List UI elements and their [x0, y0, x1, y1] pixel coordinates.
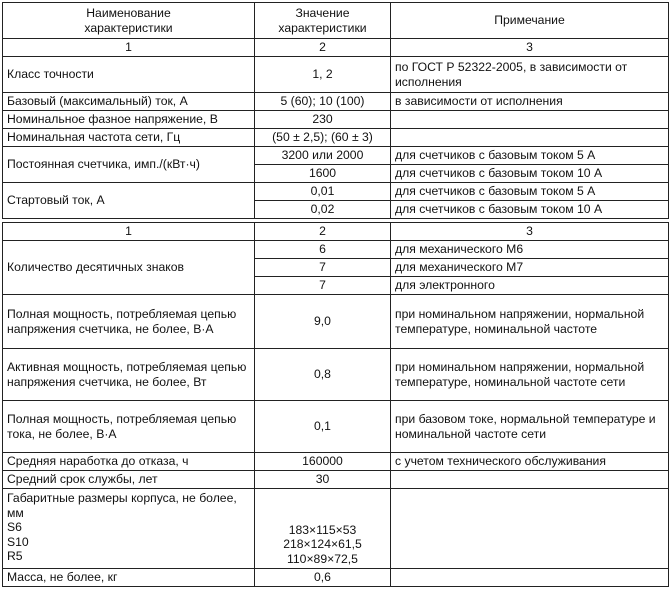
- row-name: Класс точности: [3, 57, 255, 93]
- row-name: Габаритные размеры корпуса, не более, мм: [7, 491, 237, 520]
- table-row: [3, 569, 669, 587]
- table-row: [3, 489, 669, 569]
- row-note: для счетчиков с базовым током 5 А: [391, 183, 669, 201]
- row-value: 230: [255, 111, 391, 129]
- header-value: [255, 3, 391, 39]
- table-row: [3, 401, 669, 453]
- dimensions-name-cell: [3, 489, 255, 569]
- row-value: 1, 2: [255, 57, 391, 93]
- header-value-text: Значение характеристики: [278, 6, 367, 35]
- row-name: Номинальная частота сети, Гц: [3, 129, 255, 147]
- row-name: Средняя наработка до отказа, ч: [3, 453, 255, 471]
- specs-table-part-2: [2, 222, 669, 587]
- row-name: Масса, не более, кг: [3, 569, 255, 587]
- row-name: Постоянная счетчика, имп./(кВт·ч): [3, 147, 255, 183]
- row-value: 0,1: [255, 401, 391, 453]
- row-note: [391, 569, 669, 587]
- table-row: [3, 111, 669, 129]
- row-note: для электронного: [391, 277, 669, 295]
- table-row: [3, 349, 669, 401]
- table-row: [3, 453, 669, 471]
- row-value: 0,6: [255, 569, 391, 587]
- column-number-row: [3, 39, 669, 57]
- dimension-r5: 110×89×72,5: [287, 551, 358, 566]
- row-value: 30: [255, 471, 391, 489]
- row-value: 3200 или 2000: [255, 147, 391, 165]
- row-value: 7: [255, 277, 391, 295]
- row-value: 7: [255, 259, 391, 277]
- table-row: [3, 295, 669, 349]
- row-note: [391, 129, 669, 147]
- table-row: [3, 183, 669, 201]
- row-name: Стартовый ток, А: [3, 183, 255, 219]
- row-value: 0,8: [255, 349, 391, 401]
- row-note: для механического М6: [391, 241, 669, 259]
- table-row: [3, 241, 669, 259]
- row-note: [391, 111, 669, 129]
- row-note: по ГОСТ Р 52322-2005, в зависимости от исполнения: [391, 57, 669, 93]
- column-number-2: 2: [255, 39, 391, 57]
- row-note: при базовом токе, нормальной температуре и номинальной частоте сети: [391, 401, 669, 453]
- model-r5-label: R5: [7, 549, 23, 563]
- header-name: [3, 3, 255, 39]
- header-note: Примечание: [391, 3, 669, 39]
- row-name: Средний срок службы, лет: [3, 471, 255, 489]
- row-name: Активная мощность, потребляемая цепью напряжения счетчика, не более, Вт: [3, 349, 255, 401]
- row-note: для механического М7: [391, 259, 669, 277]
- column-number-3: 3: [391, 39, 669, 57]
- header-row: [3, 3, 669, 39]
- row-note: с учетом технического обслуживания: [391, 453, 669, 471]
- table-row: [3, 57, 669, 93]
- table-row: [3, 129, 669, 147]
- dimension-s10: 218×124×61,5: [283, 537, 362, 551]
- row-value: 0,01: [255, 183, 391, 201]
- table-row: [3, 147, 669, 165]
- row-name: Полная мощность, потребляемая цепью тока, не более, В·А: [3, 401, 255, 453]
- column-number-3: 3: [391, 223, 669, 241]
- dimensions-value-cell: [255, 489, 391, 569]
- row-note: в зависимости от исполнения: [391, 93, 669, 111]
- model-s10-label: S10: [7, 534, 29, 549]
- row-value: 0,02: [255, 201, 391, 219]
- row-value: 9,0: [255, 295, 391, 349]
- model-s6-label: S6: [7, 520, 22, 534]
- row-name: Номинальное фазное напряжение, В: [3, 111, 255, 129]
- row-note: [391, 489, 669, 569]
- row-name: Полная мощность, потребляемая цепью напряжения счетчика, не более, В·А: [3, 295, 255, 349]
- header-name-text: Наименование характеристики: [84, 6, 173, 35]
- row-value: 160000: [255, 453, 391, 471]
- row-value: 1600: [255, 165, 391, 183]
- dimension-s6: 183×115×53: [288, 522, 357, 537]
- row-value: 5 (60); 10 (100): [255, 93, 391, 111]
- row-note: при номинальном напряжении, нормальной температуре, номинальной частоте сети: [391, 349, 669, 401]
- row-value: (50 ± 2,5); (60 ± 3): [255, 129, 391, 147]
- row-note: [391, 471, 669, 489]
- row-note: при номинальном напряжении, нормальной температуре, номинальной частоте: [391, 295, 669, 349]
- specs-table-part-1: [2, 2, 669, 219]
- table-row: [3, 471, 669, 489]
- column-number-row: [3, 223, 669, 241]
- row-value: 6: [255, 241, 391, 259]
- row-note: для счетчиков с базовым током 5 А: [391, 147, 669, 165]
- row-name: Количество десятичных знаков: [3, 241, 255, 295]
- row-note: для счетчиков с базовым током 10 А: [391, 201, 669, 219]
- row-name: Базовый (максимальный) ток, А: [3, 93, 255, 111]
- column-number-1: 1: [3, 223, 255, 241]
- row-note: для счетчиков с базовым током 10 А: [391, 165, 669, 183]
- column-number-1: 1: [3, 39, 255, 57]
- table-row: [3, 93, 669, 111]
- column-number-2: 2: [255, 223, 391, 241]
